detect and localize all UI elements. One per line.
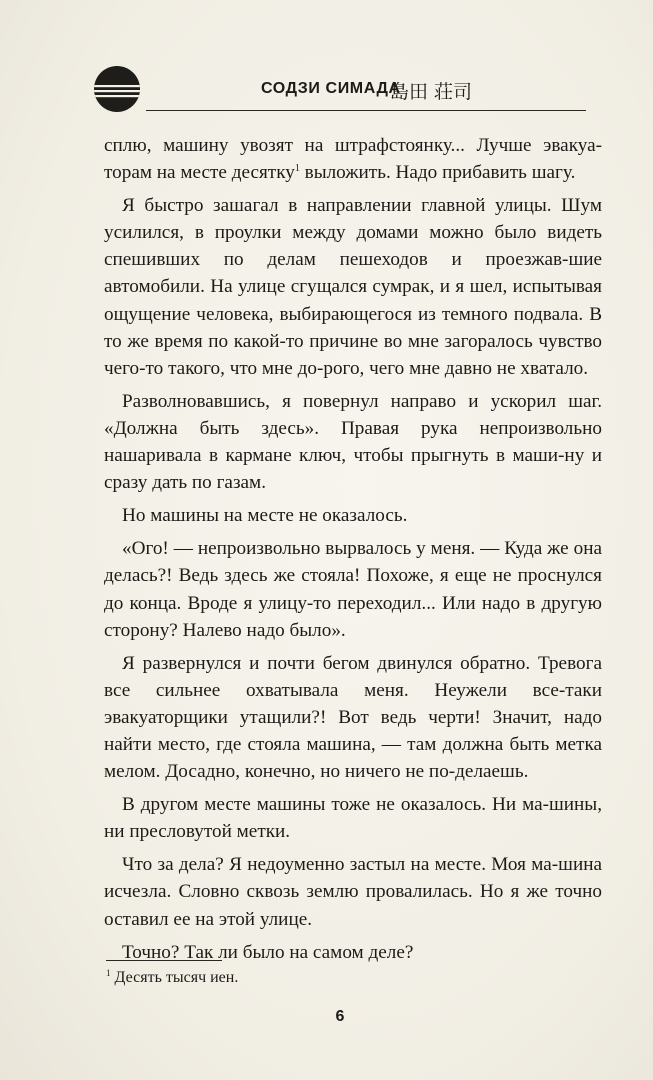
paragraph: Я развернулся и почти бегом двинулся обратно. Тревога все сильнее охватывала меня. Неужели все-таки эвакуаторщики утащили?! Вот ведь черти! Значит, надо найти место, где стояла машина, — там должна быть метка мелом. Досадно, конечно, но ничего не по-делаешь.: [104, 652, 602, 783]
paragraph: «Ого! — непроизвольно вырвалось у меня. — Куда же она делась?! Ведь здесь же стояла! Похоже, я еще не проснулся до конца. Вроде я улицу-то переходил... Или надо в другую сторону? Налево надо было».: [104, 538, 602, 641]
paragraph: Я быстро зашагал в направлении главной улицы. Шум усилился, в проулки между домами можно было видеть спешивших по делам пешеходов и проезжав-шие автомобили. На улице сгущался сумрак, и я шел, испытывая ощущение человека, выбирающегося из темного подвала. В то же время по какой-то причине во мне загоралось чувство чего-то такого, что мне до-рого, чего мне давно не хватало.: [104, 195, 602, 379]
header-author-japanese: 島田 荘司: [390, 81, 473, 103]
page-number: 6: [335, 1008, 345, 1025]
paragraph: Но машины на месте не оказалось.: [122, 505, 408, 527]
footnote-rule: [106, 960, 222, 961]
paragraph: Разволновавшись, я повернул направо и ускорил шаг. «Должна быть здесь». Правая рука непроизвольно нашаривала в кармане ключ, чтобы прыгнуть в маши-ну и сразу дать по газам.: [104, 390, 602, 494]
footnote: [106, 969, 238, 987]
paragraph: Точно? Так ли было на самом деле?: [122, 941, 414, 963]
paragraph: Что за дела? Я недоуменно застыл на месте. Моя ма-шина исчезла. Словно сквозь землю провалилась. Но я же точно оставил ее на этой улице.: [104, 854, 602, 930]
footnote-ref: 1: [294, 163, 300, 175]
body-text: [104, 132, 602, 966]
running-header: [88, 62, 528, 120]
moon-logo-icon: [90, 62, 144, 116]
paragraph: В другом месте машины тоже не оказалось. Ни ма-шины, ни пресловутой метки.: [104, 794, 602, 843]
footnote-marker: 1: [106, 968, 111, 978]
paragraph: сплю, машину увозят на штрафстоянку... Лучше эвакуа- торам на месте десятку$^1$ выложить. Надо прибавить шагу.: [104, 135, 602, 184]
header-rule: [146, 110, 586, 111]
footnote-text: Десять тысяч иен.: [110, 969, 239, 986]
header-author: СОДЗИ СИМАДА: [261, 80, 401, 97]
